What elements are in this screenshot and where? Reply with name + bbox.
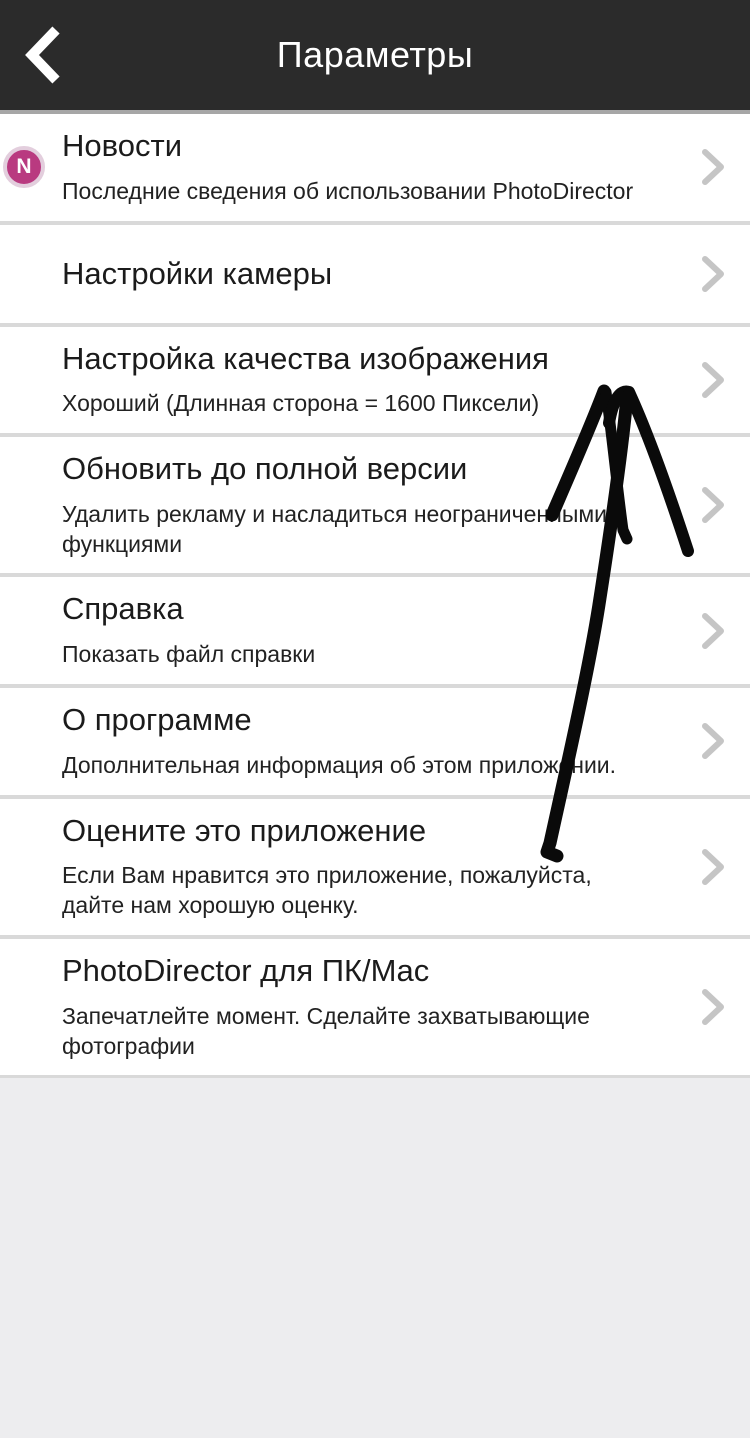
item-subtitle: Последние сведения об использовании PhotoDirector	[62, 177, 634, 204]
item-title: Настройки камеры	[62, 255, 333, 291]
back-button[interactable]	[14, 18, 74, 92]
item-subtitle: Удалить рекламу и насладиться неограниченными функциями	[62, 500, 608, 557]
item-subtitle: Если Вам нравится это приложение, пожалуйста, дайте нам хорошую оценку.	[62, 862, 592, 919]
back-chevron-icon	[24, 24, 64, 86]
item-title: Справка	[62, 591, 184, 627]
page-title: Параметры	[276, 34, 474, 75]
settings-list-item[interactable]	[0, 577, 750, 688]
chevron-right-icon	[700, 721, 726, 761]
item-subtitle: Показать файл справки	[62, 641, 316, 668]
settings-list-item[interactable]	[0, 437, 750, 577]
item-subtitle: Дополнительная информация об этом приложении.	[62, 751, 617, 778]
settings-list-item[interactable]	[0, 799, 750, 939]
item-title: О программе	[62, 702, 252, 738]
item-title: Обновить до полной версии	[62, 451, 468, 487]
chevron-right-icon	[700, 360, 726, 400]
item-title: PhotoDirector для ПК/Mac	[62, 952, 430, 988]
settings-list-item[interactable]	[0, 688, 750, 799]
item-title: Новости	[62, 128, 183, 163]
settings-list-item[interactable]	[0, 939, 750, 1078]
settings-list-item[interactable]	[0, 327, 750, 438]
chevron-right-icon	[700, 254, 726, 294]
chevron-right-icon	[700, 987, 726, 1027]
settings-list-item[interactable]	[0, 114, 750, 225]
item-subtitle: Запечатлейте момент. Сделайте захватывающие фотографии	[62, 1002, 590, 1059]
settings-list-item[interactable]	[0, 225, 750, 327]
settings-list	[0, 114, 750, 1078]
chevron-right-icon	[700, 611, 726, 651]
news-badge-icon	[3, 146, 45, 188]
chevron-right-icon	[700, 147, 726, 187]
chevron-right-icon	[700, 485, 726, 525]
news-badge-letter: N	[16, 155, 32, 179]
item-title: Настройка качества изображения	[62, 340, 549, 376]
item-subtitle: Хороший (Длинная сторона = 1600 Пиксели)	[62, 390, 540, 417]
navigation-bar	[0, 0, 750, 110]
chevron-right-icon	[700, 847, 726, 887]
footer-background	[0, 1078, 750, 1438]
item-title: Оцените это приложение	[62, 812, 427, 848]
